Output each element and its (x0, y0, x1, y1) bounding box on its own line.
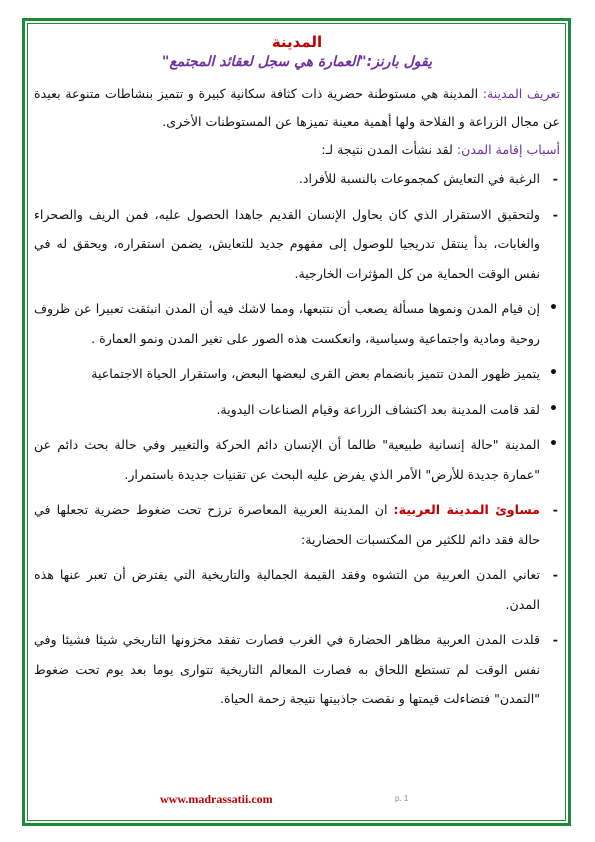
list-item-text: قلدت المدن العربية مظاهر الحضارة في الغرب فصارت تفقد مخزونها التاريخي شيئا فشيئا وفي نفس الوقت لم تستطع اللحاق به فصارت المعالم التاريخية تتوارى يوما بعد يوم تحت ضغوط "التمدن" فتضاءلت قيمتها و نقصت جاذبيتها نتيجة زحمة الحياة. (34, 632, 540, 706)
list-item (34, 294, 560, 353)
problems-label: مساوئ المدينة العربية: (393, 502, 540, 517)
page-number: p. 1 (395, 794, 409, 803)
list-item (34, 164, 560, 194)
list-item (34, 430, 560, 489)
list-marker: - (552, 632, 558, 647)
definition-paragraph (34, 80, 560, 136)
list-item (34, 200, 560, 289)
page-title: المدينة (271, 33, 323, 51)
list-marker: - (552, 171, 558, 186)
problems-text: ان المدينة العربية المعاصرة ترزح تحت ضغوط حضرية تجعلها في حالة فقد دائم للكثير من المكتسبات الحضارية: (34, 502, 540, 547)
page-footer (0, 792, 595, 806)
list-item-text: يتميز ظهور المدن تتميز بانضمام بعض القرى لبعضها البعض، واستقرار الحياة الاجتماعية (91, 366, 540, 381)
reasons-paragraph (34, 136, 560, 164)
list-item (34, 625, 560, 714)
website-link[interactable]: www.madrassatii.com (160, 792, 273, 806)
list-marker: • (549, 436, 558, 452)
list-marker: • (549, 365, 558, 381)
list-item (34, 359, 560, 389)
definition-text: المدينة هي مستوطنة حضرية ذات كثافة سكانية كبيرة و تتميز بنشاطات متنوعة بعيدة عن مجال الزراعة و الفلاحة ولها أهمية معينة تميزها عن المستوطنات الأخرى. (34, 86, 560, 129)
list-item-text: تعاني المدن العربية من التشوه وفقد القيمة الجمالية والتاريخية التي يفترض أن تعبر عنها هذه المدن. (34, 567, 540, 612)
list-marker: - (552, 206, 558, 222)
problems-item (34, 495, 560, 554)
reasons-text: لقد نشأت المدن نتيجة لـ: (321, 142, 457, 157)
list-marker: - (552, 567, 558, 582)
page-subtitle: يقول بارنز:"العمارة هي سجل لعقائد المجتمع" (162, 54, 432, 70)
list-item-text: إن قيام المدن ونموها مسألة يصعب أن نتتبعها، ومما لاشك فيه أن المدن انبثقت تعبيرا عن ظروف روحية ومادية واجتماعية وسياسية، وانعكست هذه الصور على تغير المدن ونمو العمارة . (34, 301, 540, 346)
definition-label: تعريف المدينة: (482, 86, 560, 101)
reasons-label: أسباب إقامة المدن: (456, 142, 560, 157)
list-item (34, 395, 560, 425)
list-item-text: الرغبة في التعايش كمجموعات بالنسبة للأفراد. (298, 171, 540, 186)
reasons-list (34, 164, 560, 714)
document-body (34, 32, 560, 720)
list-marker: - (552, 502, 558, 517)
list-marker: • (549, 400, 558, 417)
list-item-text: ولتحقيق الاستقرار الذي كان يحاول الإنسان القديم جاهدا الحصول عليه، فمن الريف والصحراء والغابات، بدأ ينتقل تدريجيا للوصول إلى مفهوم جديد للتعايش، يضمن استقراره، ويحقق له في نفس الوقت الحماية من كل المؤثرات الخارجية. (34, 206, 540, 281)
list-item (34, 560, 560, 619)
list-item-text: المدينة "حالة إنسانية طبيعية" طالما أن الإنسان دائم الحركة والتغيير وفي حالة بحث دائم عن "عمارة جديدة للأرض" الأمر الذي يفرض عليه البحث عن تقنيات جديدة باستمرار. (34, 437, 540, 482)
list-item-text: لقد قامت المدينة بعد اكتشاف الزراعة وقيام الصناعات اليدوية. (216, 401, 540, 417)
list-marker: • (549, 300, 558, 316)
